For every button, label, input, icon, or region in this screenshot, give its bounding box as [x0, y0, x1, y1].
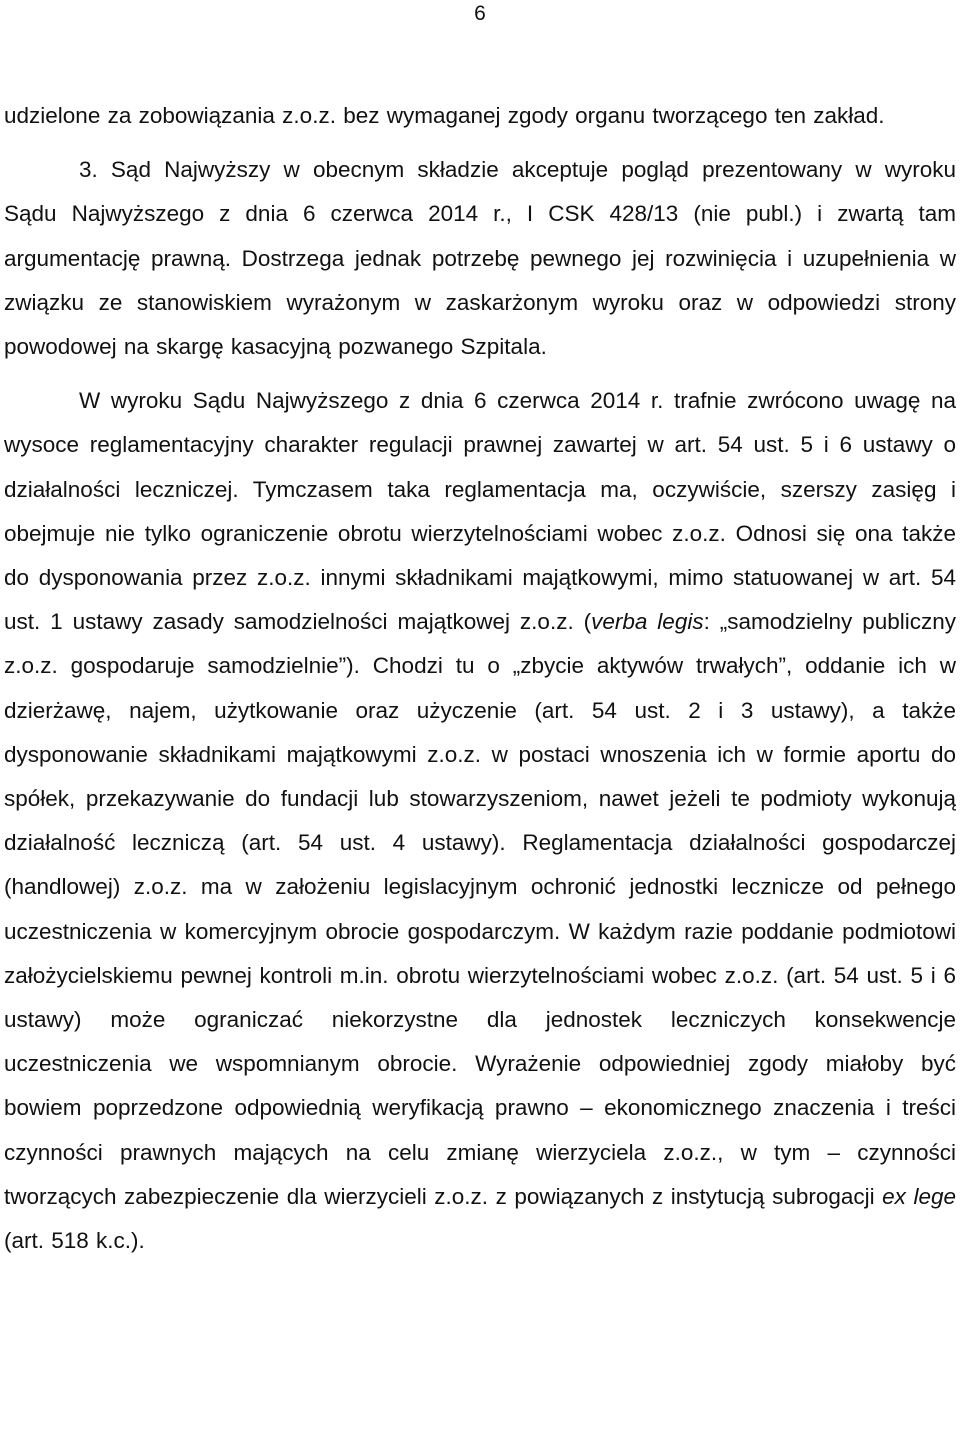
paragraph-3-text-part-3: (art. 518 k.c.). — [4, 1228, 145, 1254]
paragraph-1-text: udzielone za zobowiązania z.o.z. bez wymaganej zgody organu tworzącego ten zakład. — [4, 103, 885, 128]
paragraph-3-text-part-1: W wyroku Sądu Najwyższego z dnia 6 czerwca 2014 r. trafnie zwrócono uwagę na wysoce reglamentacyjny charakter regulacji prawnej zawartej w art. 54 ust. 5 i 6 ustawy o działalności leczniczej. Tymczasem taka reglamentacja ma, oczywiście, szerszy zasięg i obejmuje nie tylko ograniczenie obrotu wierzytelnościami wobec z.o.z. Odnosi się ona także do dysponowania przez z.o.z. innymi składnikami majątkowymi, mimo statuowanej w art. 54 ust. 1 ustawy zasady samodzielności majątkowej z.o.z. ( — [4, 388, 956, 635]
paragraph-2-text: 3. Sąd Najwyższy w obecnym składzie akceptuje pogląd prezentowany w wyroku Sądu Najwyższego z dnia 6 czerwca 2014 r., I CSK 428/13 (nie publ.) i zwartą tam argumentację prawną. Dostrzega jednak potrzebę pewnego jej rozwinięcia i uzupełnienia w związku ze stanowiskiem wyrażonym w zaskarżonym wyroku oraz w odpowiedzi strony powodowej na skargę kasacyjną pozwanego Szpitala. — [4, 157, 956, 360]
latin-phrase-verba-legis: verba legis — [591, 609, 704, 635]
latin-phrase-ex-lege: ex lege — [882, 1183, 956, 1209]
paragraph-3 — [4, 379, 956, 1263]
paragraph-1 — [4, 94, 956, 138]
paragraph-3-text-part-2: : „samodzielny publiczny z.o.z. gospodaruje samodzielnie”). Chodzi tu o „zbycie aktywów trwałych”, oddanie ich w dzierżawę, najem, użytkowanie oraz użyczenie (art. 54 ust. 2 i 3 ustawy), a także dysponowanie składnikami majątkowymi z.o.z. w postaci wnoszenia ich w formie aportu do spółek, przekazywanie do fundacji lub stowarzyszeniom, nawet jeżeli te podmioty wykonują działalność leczniczą (art. 54 ust. 4 ustawy). Reglamentacja działalności gospodarczej (handlowej) z.o.z. ma w założeniu legislacyjnym ochronić jednostki lecznicze od pełnego uczestniczenia w komercyjnym obrocie gospodarczym. W każdym razie poddanie podmiotowi założycielskiemu pewnej kontroli m.in. obrotu wierzytelnościami wobec z.o.z. (art. 54 ust. 5 i 6 ustawy) może ograniczać niekorzystne dla jednostek leczniczych konsekwencje uczestniczenia we wspomnianym obrocie. Wyrażenie odpowiedniej zgody miałoby być bowiem poprzedzone odpowiednią weryfikacją prawno – ekonomicznego znaczenia i treści czynności prawnych mających na celu zmianę wierzyciela z.o.z., w tym – czynności tworzących zabezpieczenie dla wierzycieli z.o.z. z powiązanych z instytucją subrogacji — [4, 609, 957, 1209]
page-number: 6 — [474, 2, 486, 25]
document-body — [4, 94, 956, 1263]
paragraph-2 — [4, 148, 956, 369]
